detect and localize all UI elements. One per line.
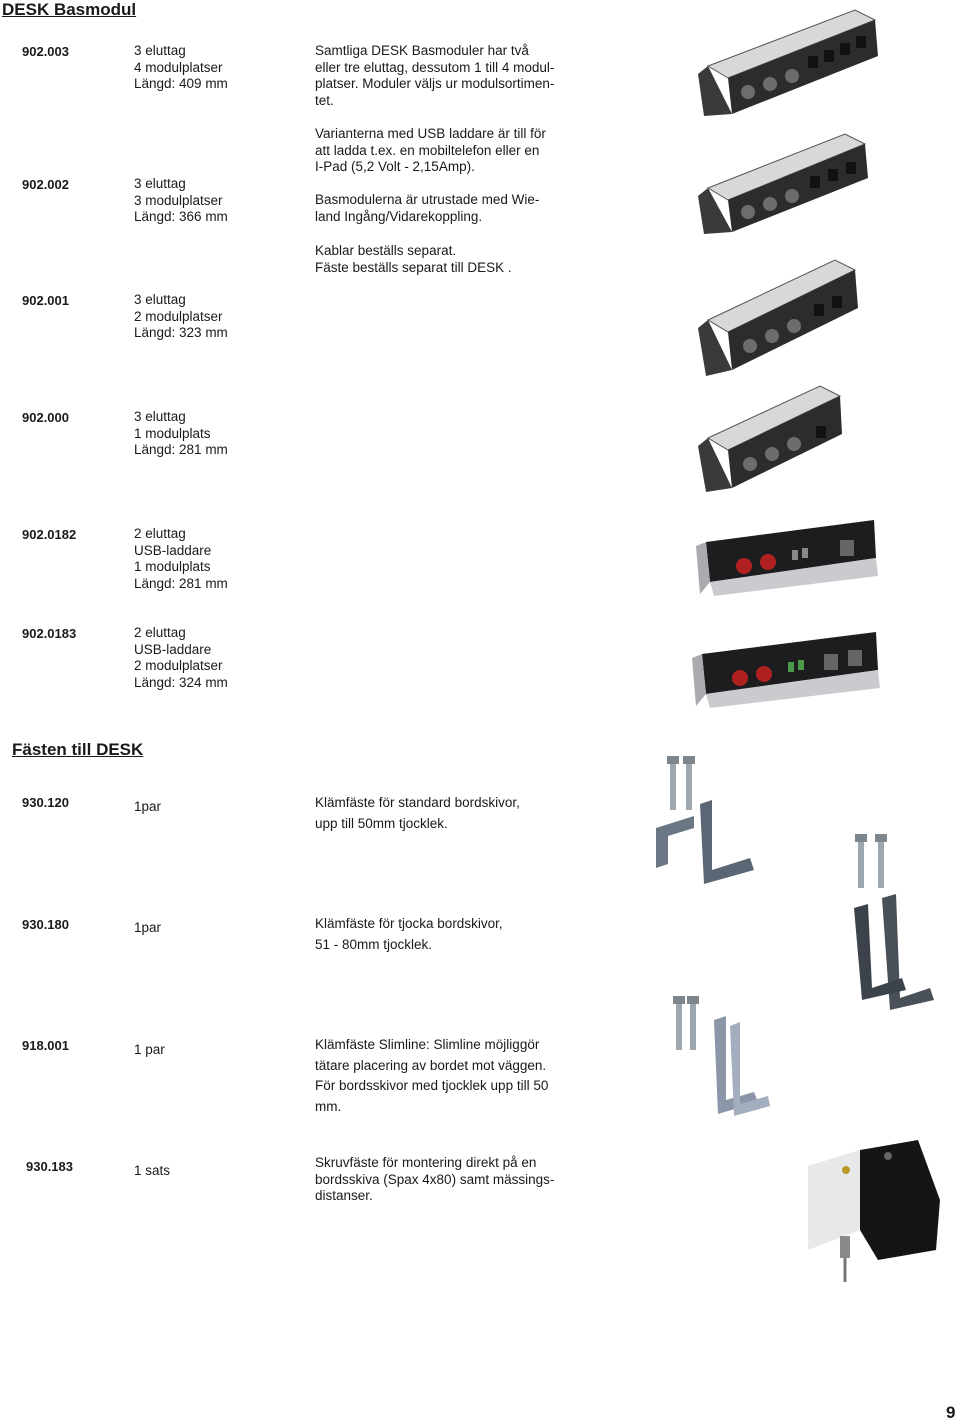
mount-code-930-120: 930.120 [22, 795, 69, 810]
product-spec-902-002: 3 eluttag 3 modulplatser Längd: 366 mm [134, 176, 228, 224]
description-para-2: Varianterna med USB laddare är till för att ladda t.ex. en mobiltelefon eller en I-Pad (5,2 Volt - 2,15Amp). [315, 126, 546, 174]
usb-strip-image-902-0182 [692, 516, 887, 598]
page-number: 9 [946, 1403, 956, 1422]
clamp-image-918-001 [664, 992, 774, 1137]
page-title: DESK Basmodul [2, 0, 137, 19]
product-spec-902-000: 3 eluttag 1 modulplats Längd: 281 mm [134, 409, 228, 457]
mount-code-918-001: 918.001 [22, 1038, 69, 1053]
section-title-fasten: Fästen till DESK [12, 740, 144, 759]
screw-mount-image-930-183 [800, 1140, 945, 1285]
product-code-902-000: 902.000 [22, 410, 69, 425]
product-code-902-002: 902.002 [22, 177, 69, 192]
product-spec-902-0183: 2 eluttag USB-laddare 2 modulplatser Längd: 324 mm [134, 625, 228, 690]
mount-code-930-183: 930.183 [26, 1159, 73, 1174]
clamp-image-930-180 [840, 828, 940, 1013]
socket-strip-image-902-001 [690, 250, 865, 380]
mount-desc-930-183: Skruvfäste för montering direkt på en bordsskiva (Spax 4x80) samt mässings- distanser. [315, 1155, 555, 1203]
mount-qty-930-180: 1par [134, 920, 162, 935]
mount-code-930-180: 930.180 [22, 917, 69, 932]
mount-qty-918-001: 1 par [134, 1042, 165, 1057]
description-para-1: Samtliga DESK Basmoduler har två eller tre eluttag, dessutom 1 till 4 modul- platser. Moduler väljs ur modulsortimen- tet. [315, 43, 555, 108]
mount-desc-918-001: Klämfäste Slimline: Slimline möjliggör tätare placering av bordet mot väggen. För bordsskivor med tjocklek upp till 50 mm. [315, 1037, 549, 1114]
mount-qty-930-183: 1 sats [134, 1163, 171, 1178]
clamp-image-930-120 [650, 752, 760, 887]
mount-desc-930-180: Klämfäste för tjocka bordskivor, 51 - 80mm tjocklek. [315, 916, 503, 952]
usb-strip-image-902-0183 [688, 628, 888, 710]
mount-qty-930-120: 1par [134, 799, 162, 814]
product-spec-902-001: 3 eluttag 2 modulplatser Längd: 323 mm [134, 292, 228, 340]
socket-strip-image-902-002 [690, 128, 875, 236]
product-code-902-0183: 902.0183 [22, 626, 77, 641]
product-spec-902-0182: 2 eluttag USB-laddare 1 modulplats Längd: 281 mm [134, 526, 228, 591]
socket-strip-image-902-003 [690, 6, 885, 118]
description-para-3: Basmodulerna är utrustade med Wie- land Ingång/Vidarekoppling. [315, 192, 540, 224]
socket-strip-image-902-000 [690, 378, 850, 496]
product-spec-902-003: 3 eluttag 4 modulplatser Längd: 409 mm [134, 43, 228, 91]
product-code-902-0182: 902.0182 [22, 527, 77, 542]
product-code-902-003: 902.003 [22, 44, 69, 59]
mount-desc-930-120: Klämfäste för standard bordskivor, upp till 50mm tjocklek. [315, 795, 520, 831]
product-code-902-001: 902.001 [22, 293, 69, 308]
description-para-4: Kablar beställs separat. Fäste beställs separat till DESK . [315, 243, 512, 275]
